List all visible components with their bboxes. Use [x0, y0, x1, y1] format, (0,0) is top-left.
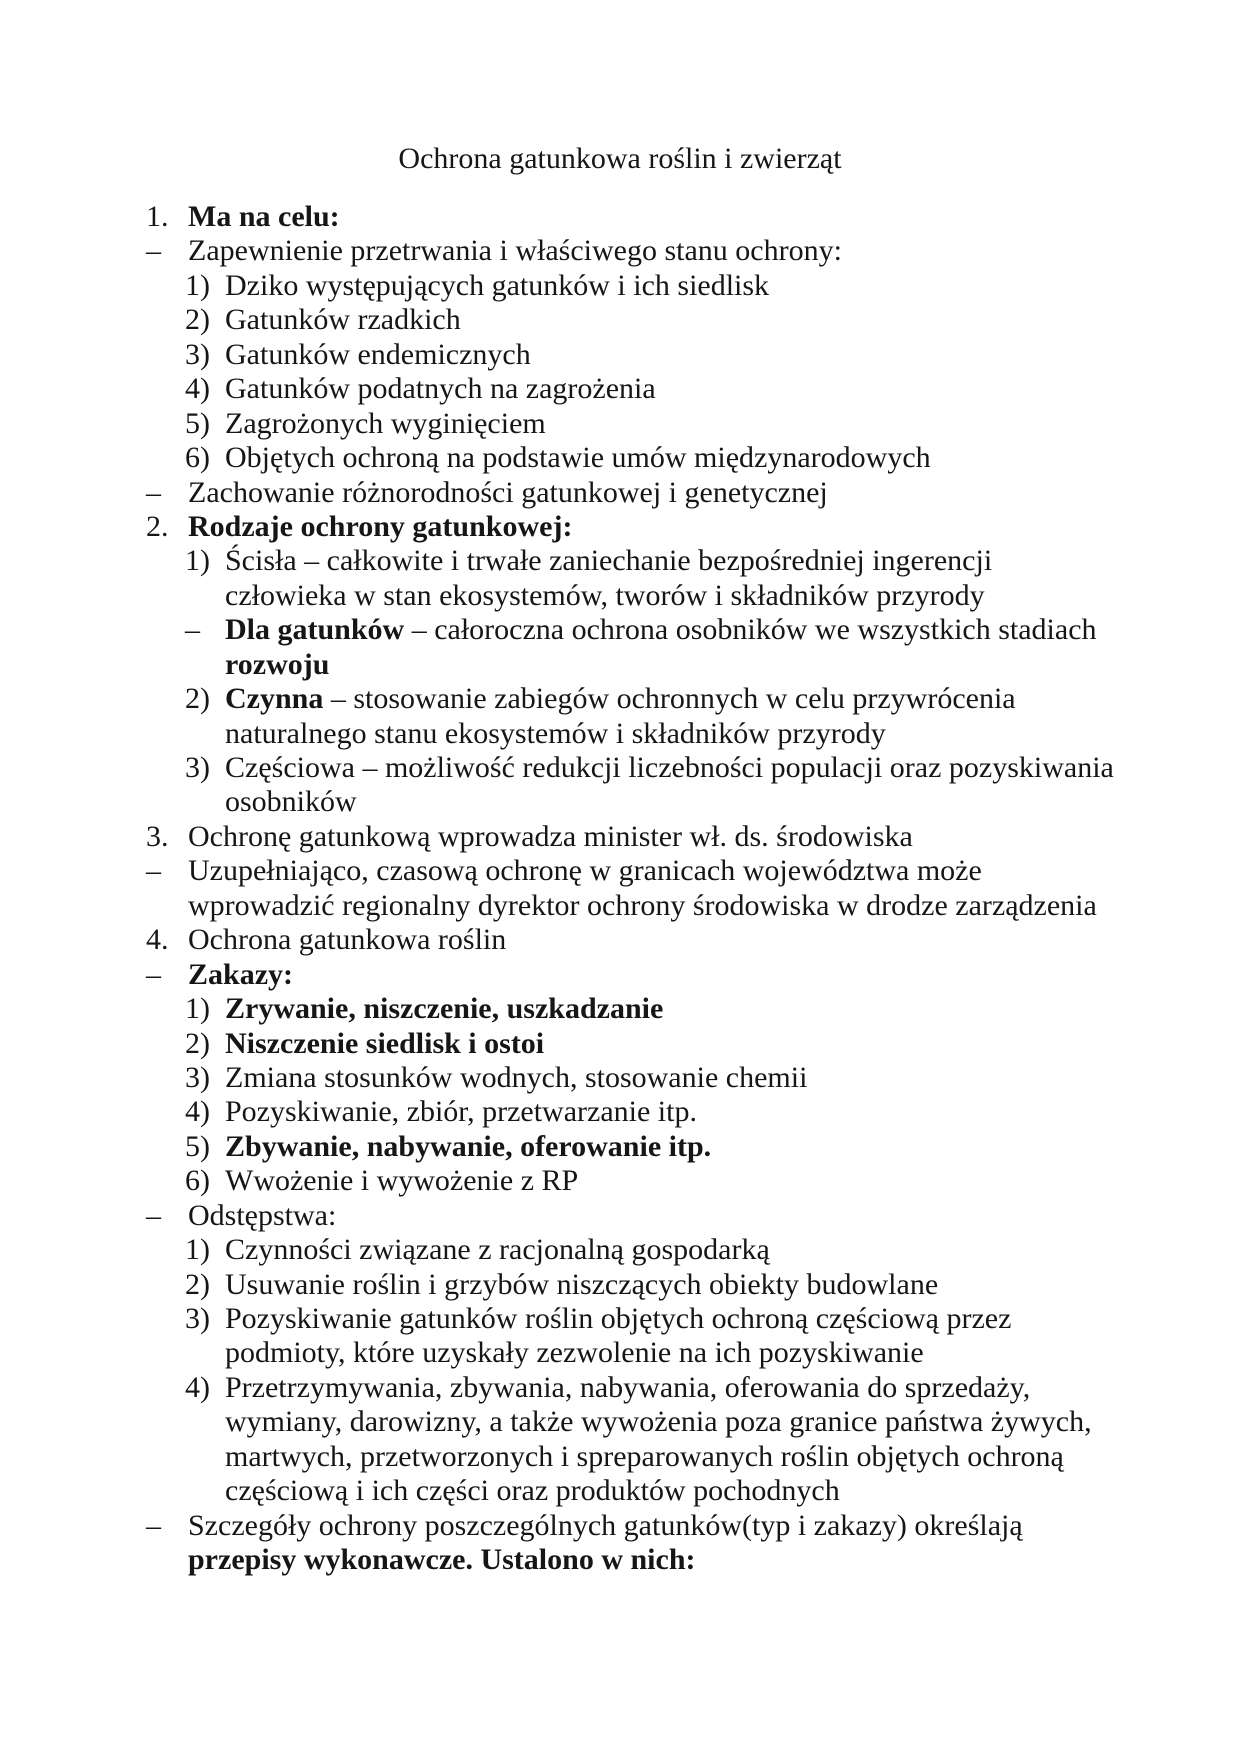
- list-marker: 4): [185, 372, 210, 406]
- line-text: rozwoju: [225, 647, 330, 681]
- line-text: Ma na celu:: [188, 200, 340, 233]
- list-marker: 1): [185, 992, 210, 1026]
- list-marker: 3): [185, 337, 210, 371]
- line-text: Ochrona gatunkowa roślin: [188, 923, 507, 957]
- line-text: Zapewnienie przetrwania i właściwego stanu ochrony:: [188, 234, 842, 268]
- list-marker: 1.: [146, 200, 169, 233]
- document-line: [146, 510, 1114, 544]
- list-marker: –: [146, 1508, 161, 1542]
- list-marker: 1): [185, 1233, 210, 1267]
- document-line: [146, 1164, 1114, 1198]
- list-marker: –: [146, 234, 161, 268]
- list-marker: 1): [185, 544, 210, 578]
- list-marker: 2): [185, 682, 210, 716]
- document-title: Ochrona gatunkowa roślin i zwierząt: [398, 142, 842, 175]
- document-line: [146, 1199, 1114, 1233]
- list-marker: 2): [185, 1026, 210, 1060]
- line-text: Czynna: [225, 682, 324, 716]
- line-text: Usuwanie roślin i grzybów niszczących obiekty budowlane: [225, 1267, 939, 1301]
- list-marker: 2): [185, 1267, 210, 1301]
- document-line: [146, 234, 1114, 268]
- line-text: Ochronę gatunkową wprowadza minister wł. ds. środowiska: [188, 819, 913, 853]
- line-text: częściową i ich części oraz produktów pochodnych: [225, 1474, 840, 1508]
- line-text: przepisy wykonawcze. Ustalono w nich:: [188, 1543, 696, 1577]
- line-text: osobników: [225, 785, 357, 819]
- list-marker: 5): [185, 406, 210, 440]
- list-marker: 2.: [146, 509, 169, 543]
- line-text: Dla gatunków: [225, 613, 405, 647]
- line-text: Zagrożonych wyginięciem: [225, 406, 546, 440]
- line-text: Zrywanie, niszczenie, uszkadzanie: [225, 992, 664, 1026]
- document-line: [146, 372, 1114, 406]
- list-marker: 4): [185, 1095, 210, 1129]
- document-line: [146, 958, 1114, 992]
- list-marker: 6): [185, 441, 210, 475]
- list-marker: –: [146, 854, 161, 888]
- document-line: [146, 544, 1114, 578]
- line-text: Dziko występujących gatunków i ich siedlisk: [225, 268, 770, 302]
- document-line: [146, 1268, 1114, 1302]
- document-line: [146, 1440, 1114, 1474]
- line-text: człowieka w stan ekosystemów, tworów i składników przyrody: [225, 578, 985, 612]
- document-line: [146, 923, 1114, 957]
- document-line: [146, 1371, 1114, 1405]
- document-line: [146, 269, 1114, 303]
- document-line: [146, 200, 1114, 234]
- line-text: Pozyskiwanie gatunków roślin objętych ochroną częściową przez: [225, 1302, 1012, 1335]
- line-text: Zachowanie różnorodności gatunkowej i genetycznej: [188, 475, 828, 509]
- line-text: wprowadzić regionalny dyrektor ochrony środowiska w drodze zarządzenia: [188, 888, 1097, 922]
- document-line: [146, 1061, 1114, 1095]
- line-text: martwych, przetworzonych i spreparowanych roślin objętych ochroną: [225, 1439, 1064, 1473]
- document-line: [146, 854, 1114, 888]
- line-text: – całoroczna ochrona osobników we wszystkich stadiach: [404, 613, 1097, 647]
- document-line: [146, 1474, 1114, 1508]
- line-text: Niszczenie siedlisk i ostoi: [225, 1026, 545, 1060]
- document-line: [146, 441, 1114, 475]
- document-line: [146, 992, 1114, 1026]
- document-body: [146, 200, 1114, 1578]
- list-marker: 4): [185, 1370, 210, 1404]
- list-marker: –: [146, 475, 161, 509]
- list-marker: 3): [185, 1060, 210, 1094]
- document-line: [146, 407, 1114, 441]
- document-line: [146, 820, 1114, 854]
- line-text: Szczegóły ochrony poszczególnych gatunków(typ i zakazy) określają: [188, 1508, 1023, 1542]
- line-text: Gatunków rzadkich: [225, 303, 461, 337]
- document-line: [146, 1336, 1114, 1370]
- document-line: [146, 682, 1114, 716]
- document-line: [146, 1405, 1114, 1439]
- document-line: [146, 1543, 1114, 1577]
- list-marker: 5): [185, 1129, 210, 1163]
- list-marker: 3): [185, 751, 210, 784]
- line-text: Gatunków podatnych na zagrożenia: [225, 372, 656, 406]
- document-line: [146, 1130, 1114, 1164]
- document-line: [146, 889, 1114, 923]
- list-marker: 1): [185, 268, 210, 302]
- list-marker: 4.: [146, 923, 169, 957]
- document-line: [146, 1027, 1114, 1061]
- line-text: Zakazy:: [188, 957, 293, 991]
- line-text: Objętych ochroną na podstawie umów międzynarodowych: [225, 441, 931, 475]
- line-text: wymiany, darowizny, a także wywożenia poza granice państwa żywych,: [225, 1405, 1092, 1439]
- document-line: [146, 579, 1114, 613]
- list-marker: –: [185, 613, 200, 647]
- line-text: naturalnego stanu ekosystemów i składników przyrody: [225, 716, 886, 750]
- document-line: [146, 476, 1114, 510]
- line-text: – stosowanie zabiegów ochronnych w celu przywrócenia: [323, 682, 1016, 716]
- line-text: Częściowa – możliwość redukcji liczebności populacji oraz pozyskiwania: [225, 751, 1114, 784]
- document-line: [146, 1509, 1114, 1543]
- document-line: [146, 751, 1114, 785]
- line-text: podmioty, które uzyskały zezwolenie na ich pozyskiwanie: [225, 1336, 924, 1370]
- document-line: [146, 717, 1114, 751]
- line-text: Wwożenie i wywożenie z RP: [225, 1164, 579, 1198]
- document-line: [146, 1302, 1114, 1336]
- list-marker: 3.: [146, 819, 169, 853]
- line-text: Gatunków endemicznych: [225, 337, 531, 371]
- document-line: [146, 303, 1114, 337]
- line-text: Uzupełniająco, czasową ochronę w granicach województwa może: [188, 854, 982, 888]
- line-text: Zbywanie, nabywanie, oferowanie itp.: [225, 1129, 712, 1163]
- document-line: [146, 613, 1114, 647]
- line-text: Odstępstwa:: [188, 1198, 337, 1232]
- document-line: [146, 1233, 1114, 1267]
- document-line: [146, 338, 1114, 372]
- list-marker: –: [146, 1198, 161, 1232]
- document-line: [146, 1095, 1114, 1129]
- list-marker: 6): [185, 1164, 210, 1198]
- line-text: Czynności związane z racjonalną gospodarką: [225, 1233, 770, 1267]
- document-line: [146, 785, 1114, 819]
- list-marker: 2): [185, 303, 210, 337]
- line-text: Rodzaje ochrony gatunkowej:: [188, 509, 573, 543]
- document-line: [146, 648, 1114, 682]
- list-marker: –: [146, 957, 161, 991]
- line-text: Ścisła – całkowite i trwałe zaniechanie bezpośredniej ingerencji: [225, 544, 993, 578]
- line-text: Przetrzymywania, zbywania, nabywania, oferowania do sprzedaży,: [225, 1370, 1031, 1404]
- line-text: Zmiana stosunków wodnych, stosowanie chemii: [225, 1060, 808, 1094]
- line-text: Pozyskiwanie, zbiór, przetwarzanie itp.: [225, 1095, 697, 1129]
- list-marker: 3): [185, 1302, 210, 1335]
